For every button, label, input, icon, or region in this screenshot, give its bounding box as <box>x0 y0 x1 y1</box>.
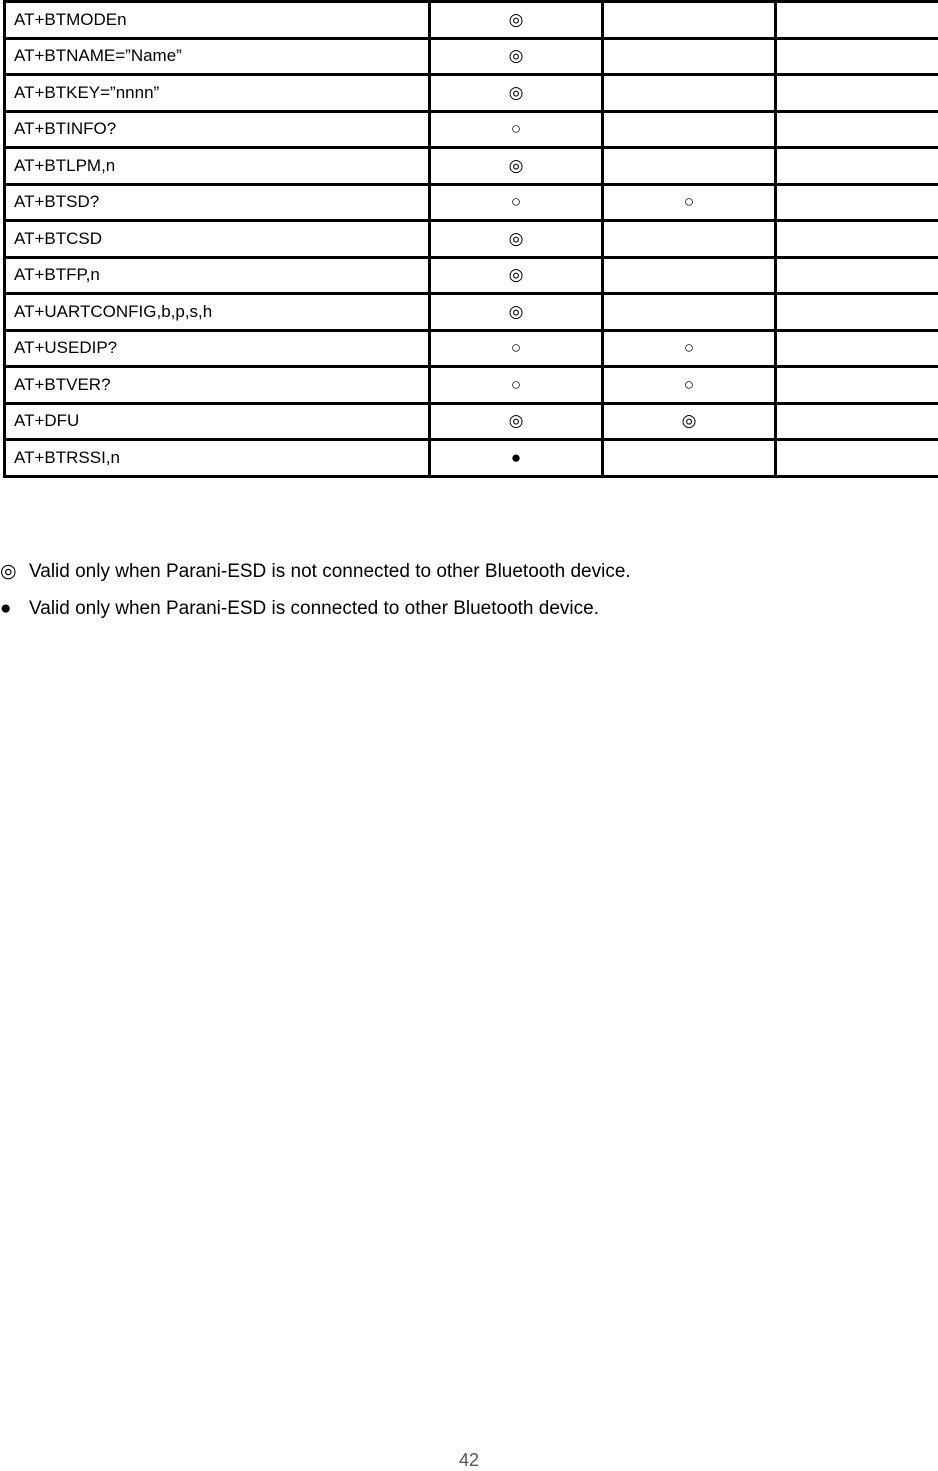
table-row <box>5 330 938 367</box>
legend-text: Valid only when Parani-ESD is connected to other Bluetooth device. <box>29 598 599 619</box>
mark-cell <box>603 111 776 148</box>
mark-cell <box>776 38 938 75</box>
mark-cell <box>603 257 776 294</box>
command-cell: AT+BTVER? <box>5 367 430 404</box>
table-row <box>5 440 938 477</box>
mark-cell: ◎ <box>430 257 603 294</box>
legend-item-connected <box>0 598 599 620</box>
mark-cell <box>603 294 776 331</box>
table-row <box>5 2 938 39</box>
table-row <box>5 111 938 148</box>
command-cell: AT+BTSD? <box>5 184 430 221</box>
table-row <box>5 257 938 294</box>
command-cell: AT+BTCSD <box>5 221 430 258</box>
table-row <box>5 148 938 185</box>
command-cell: AT+USEDIP? <box>5 330 430 367</box>
legend-item-disconnected <box>0 561 631 583</box>
mark-cell <box>776 403 938 440</box>
mark-cell: ○ <box>430 111 603 148</box>
mark-cell: ◎ <box>430 75 603 112</box>
mark-cell: ◎ <box>430 148 603 185</box>
mark-cell: ◎ <box>430 221 603 258</box>
table-row <box>5 294 938 331</box>
table-row <box>5 184 938 221</box>
mark-cell <box>776 294 938 331</box>
mark-cell <box>776 184 938 221</box>
mark-cell <box>776 221 938 258</box>
mark-cell: ◎ <box>430 2 603 39</box>
command-cell: AT+BTKEY=”nnnn” <box>5 75 430 112</box>
mark-cell <box>776 111 938 148</box>
command-cell: AT+BTFP,n <box>5 257 430 294</box>
mark-cell <box>776 330 938 367</box>
command-cell: AT+UARTCONFIG,b,p,s,h <box>5 294 430 331</box>
filled-circle-symbol: ● <box>0 598 29 620</box>
mark-cell: ○ <box>430 330 603 367</box>
table-row <box>5 403 938 440</box>
mark-cell <box>776 148 938 185</box>
mark-cell <box>603 2 776 39</box>
mark-cell <box>776 2 938 39</box>
table-row <box>5 367 938 404</box>
mark-cell <box>603 221 776 258</box>
mark-cell <box>776 257 938 294</box>
command-cell: AT+BTNAME=”Name” <box>5 38 430 75</box>
command-cell: AT+BTINFO? <box>5 111 430 148</box>
double-circle-symbol: ◎ <box>0 561 29 583</box>
mark-cell: ◎ <box>603 403 776 440</box>
mark-cell: ○ <box>603 367 776 404</box>
command-cell: AT+BTRSSI,n <box>5 440 430 477</box>
mark-cell <box>776 440 938 477</box>
page-number: 42 <box>0 1450 938 1471</box>
mark-cell: ○ <box>603 184 776 221</box>
at-command-table <box>3 0 938 478</box>
mark-cell: ◎ <box>430 403 603 440</box>
mark-cell: ◎ <box>430 294 603 331</box>
mark-cell <box>603 38 776 75</box>
table-row <box>5 38 938 75</box>
table-row <box>5 221 938 258</box>
mark-cell <box>776 75 938 112</box>
mark-cell: ○ <box>430 184 603 221</box>
at-command-table-body <box>5 2 938 477</box>
command-cell: AT+BTLPM,n <box>5 148 430 185</box>
mark-cell: ○ <box>603 330 776 367</box>
mark-cell: ◎ <box>430 38 603 75</box>
command-cell: AT+DFU <box>5 403 430 440</box>
mark-cell: ● <box>430 440 603 477</box>
legend-text: Valid only when Parani-ESD is not connected to other Bluetooth device. <box>29 561 631 582</box>
command-cell: AT+BTMODEn <box>5 2 430 39</box>
mark-cell <box>776 367 938 404</box>
mark-cell <box>603 75 776 112</box>
mark-cell: ○ <box>430 367 603 404</box>
mark-cell <box>603 148 776 185</box>
table-row <box>5 75 938 112</box>
mark-cell <box>603 440 776 477</box>
